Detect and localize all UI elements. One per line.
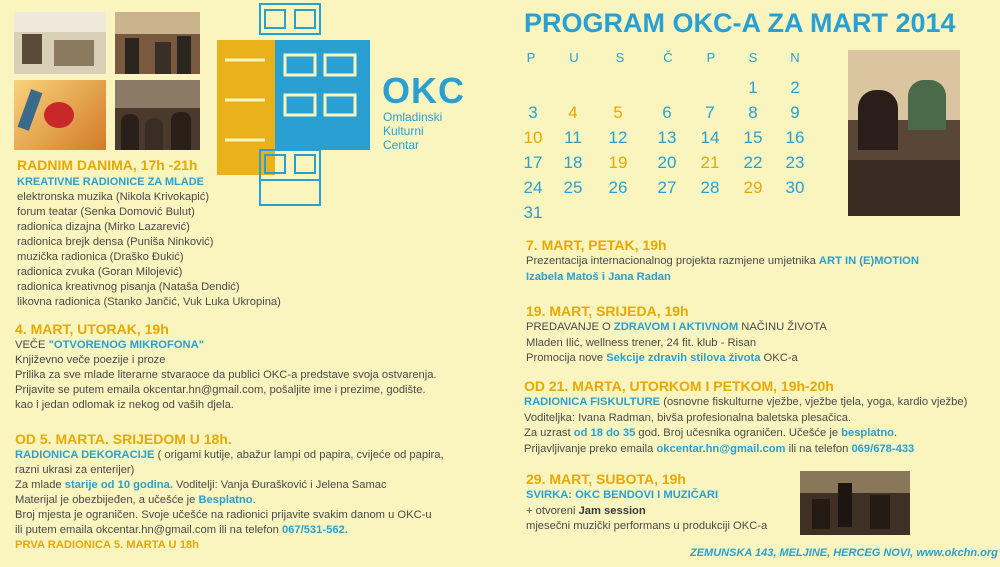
cal-date: 28 (700, 178, 720, 197)
cal-date: 7 (705, 103, 715, 122)
cal-date: 2 (790, 78, 800, 97)
cal-date: 3 (528, 103, 538, 122)
event-mar5-title: OD 5. MARTA. SRIJEDOM U 18h. (15, 431, 232, 447)
list-item: radionica zvuka (Goran Milojević) (17, 266, 183, 278)
weekdays-subtitle: KREATIVNE RADIONICE ZA MLADE (17, 176, 204, 188)
cal-date: 8 (748, 103, 758, 122)
list-item: radionica brejk densa (Puniša Ninković) (17, 236, 214, 248)
event-text: Promocija nove (526, 352, 607, 364)
logo-line3: Centar (383, 138, 420, 152)
event-text: mjesečni muzički performans u produkciji OKC-a (526, 520, 768, 532)
photo-gallery (14, 12, 106, 74)
list-item: radionica kreativnog pisanja (Nataša Dendić) (17, 281, 240, 293)
event-mar4-body (15, 338, 437, 413)
event-mar29-body (526, 488, 767, 535)
event-text: Mladen Ilić, wellness trener, 24 fit. klub - Risan (526, 336, 757, 349)
event-text: (osnovne fiskulturne vježbe, vježbe tjela, yoga, kardio vježbe) (660, 396, 968, 408)
event-mar7-title: 7. MART, PETAK, 19h (526, 237, 667, 253)
event-text: . (252, 494, 256, 506)
cal-date: 22 (743, 153, 763, 172)
event-highlight: "OTVORENOG MIKROFONA" (48, 339, 205, 351)
event-highlight: RADIONICA FISKULTURE (524, 396, 661, 408)
event-text: god. Broj učesnika ograničen. Učešće je (635, 427, 842, 439)
event-text: Voditeljka: Ivana Radman, bivša profesionalna baletska plesačica. (524, 411, 852, 424)
list-item: forum teatar (Senka Domović Bulut) (17, 206, 195, 218)
cal-date: 24 (523, 178, 543, 197)
event-mar5-body (15, 448, 444, 553)
cal-date: 29 (743, 178, 763, 197)
event-text: NAČINU ŽIVOTA (738, 321, 827, 333)
event-highlight: SVIRKA: OKC BENDOVI I MUZIČARI (526, 489, 719, 501)
event-text: Književno veče poezije i proze (15, 354, 166, 366)
event-highlight: starije od 10 godina. (64, 479, 173, 491)
event-mar7-body (526, 254, 919, 285)
cal-date: 15 (743, 128, 763, 147)
event-text: ( origami kutije, abažur lampi od papira, cvijeće od papira, (154, 449, 444, 461)
cal-date: 25 (563, 178, 583, 197)
event-text: Za mlade (15, 479, 65, 491)
cal-date: 1 (748, 78, 758, 97)
cal-date: 10 (523, 128, 543, 147)
program-title: PROGRAM OKC-A ZA MART 2014 (524, 8, 956, 38)
cal-date: 20 (657, 153, 677, 172)
cal-date: 12 (608, 128, 628, 147)
cal-date: 9 (790, 103, 800, 122)
cal-day-header: P (526, 50, 536, 65)
event-highlight: 069/678-433 (851, 442, 915, 455)
cal-date: 5 (613, 103, 623, 122)
event-highlight: besplatno (841, 427, 894, 439)
event-text: + otvoreni (526, 504, 579, 517)
list-item: elektronska muzika (Nikola Krivokapić) (17, 191, 210, 203)
cal-date: 21 (700, 153, 720, 172)
cal-date: 16 (785, 128, 805, 147)
cal-date: 27 (657, 178, 677, 197)
event-text: Prezentacija internacionalnog projekta razmjene umjetnika (526, 255, 819, 267)
okc-logo-graphic (205, 0, 375, 210)
event-text: razni ukrasi za enterijer) (15, 464, 135, 476)
photo-band (800, 471, 910, 535)
event-highlight: Besplatno (198, 494, 253, 506)
event-highlight: Izabela Matoš i Jana Radan (526, 270, 671, 283)
cal-date: 11 (564, 128, 582, 147)
cal-day-header: U (569, 50, 579, 65)
event-text: Za uzrast (524, 427, 574, 439)
event-text: Prijavite se putem emaila okcentar.hn@gmail.com, pošaljite ime i prezime, godište. (15, 384, 426, 396)
cal-date: 13 (657, 128, 677, 147)
photo-performance (848, 50, 960, 216)
cal-day-header: P (706, 50, 716, 65)
cal-date: 31 (523, 203, 543, 222)
cal-date: 30 (785, 178, 805, 197)
list-item: muzička radionica (Draško Đukić) (17, 251, 184, 263)
weekdays-title: RADNIM DANIMA, 17h -21h (17, 157, 198, 173)
event-mar29-title: 29. MART, SUBOTA, 19h (526, 471, 686, 487)
photo-audience (115, 80, 200, 150)
cal-date: 6 (662, 103, 672, 122)
event-mar21-body (524, 395, 967, 457)
cal-date: 14 (700, 128, 720, 147)
cal-day-header: S (748, 50, 758, 65)
logo-line2: Kulturni (383, 124, 424, 138)
event-text: . (894, 427, 898, 439)
list-item: likovna radionica (Stanko Jančić, Vuk Luka Ukropina) (17, 296, 281, 308)
event-highlight: RADIONICA DEKORACIJE (15, 449, 155, 461)
list-item: radionica dizajna (Mirko Lazarević) (17, 221, 190, 233)
event-mar19-body (526, 320, 827, 367)
weekdays-list (17, 190, 281, 310)
event-text: kao i jedan odlomak iz nekog od vaših djela. (15, 399, 234, 411)
event-text: ili na telefon (785, 442, 852, 455)
event-highlight: PRVA RADIONICA 5. MARTA U 18h (15, 539, 199, 551)
event-highlight: Sekcije zdravih stilova života (606, 352, 761, 364)
event-mar21-title: OD 21. MARTA, UTORKOM I PETKOM, 19h-20h (524, 378, 834, 394)
event-text: Prijavljivanje preko emaila (524, 442, 657, 455)
cal-date: 19 (608, 153, 628, 172)
logo-line1: Omladinski (383, 110, 443, 124)
cal-date: 4 (568, 103, 578, 122)
cal-day-header: S (615, 50, 625, 65)
event-text: ili putem emaila okcentar.hn@gmail.com ili na telefon (15, 524, 282, 536)
event-text: Prilika za sve mlade literarne stvaraoce da publici OKC-a predstave svoja ostvarenja. (15, 369, 437, 381)
cal-day-header: N (790, 50, 800, 65)
event-highlight: Jam session (578, 504, 646, 517)
event-mar4-title: 4. MART, UTORAK, 19h (15, 321, 169, 337)
event-highlight: od 18 do 35 (573, 427, 636, 439)
event-mar19-title: 19. MART, SRIJEDA, 19h (526, 303, 689, 319)
cal-date: 23 (785, 153, 805, 172)
event-text: Broj mjesta je ograničen. Svoje učešće na radionici prijavite svakim danom u OKC-u (15, 509, 432, 521)
event-text: VEČE (15, 339, 49, 351)
event-highlight: ART IN (E)MOTION (818, 255, 919, 267)
cal-day-header: Č (663, 50, 673, 65)
event-text: OKC-a (760, 352, 798, 364)
event-highlight: 067/531-562. (281, 524, 348, 536)
cal-date: 26 (608, 178, 628, 197)
event-text: Materijal je obezbijeđen, a učešće je (15, 494, 199, 506)
event-highlight: okcentar.hn@gmail.com (656, 442, 786, 455)
event-text: PREDAVANJE O (526, 321, 614, 333)
photo-crowd (115, 12, 200, 74)
footer-address: ZEMUNSKA 143, MELJINE, HERCEG NOVI, www.okchn.org (690, 547, 998, 559)
event-highlight: ZDRAVOM I AKTIVNOM (613, 321, 739, 333)
cal-date: 18 (563, 153, 583, 172)
photo-artwork (14, 80, 106, 150)
logo-name: OKC (382, 70, 465, 111)
cal-date: 17 (523, 153, 543, 172)
event-text: Voditelji: Vanja Đurašković i Jelena Samac (172, 479, 387, 491)
